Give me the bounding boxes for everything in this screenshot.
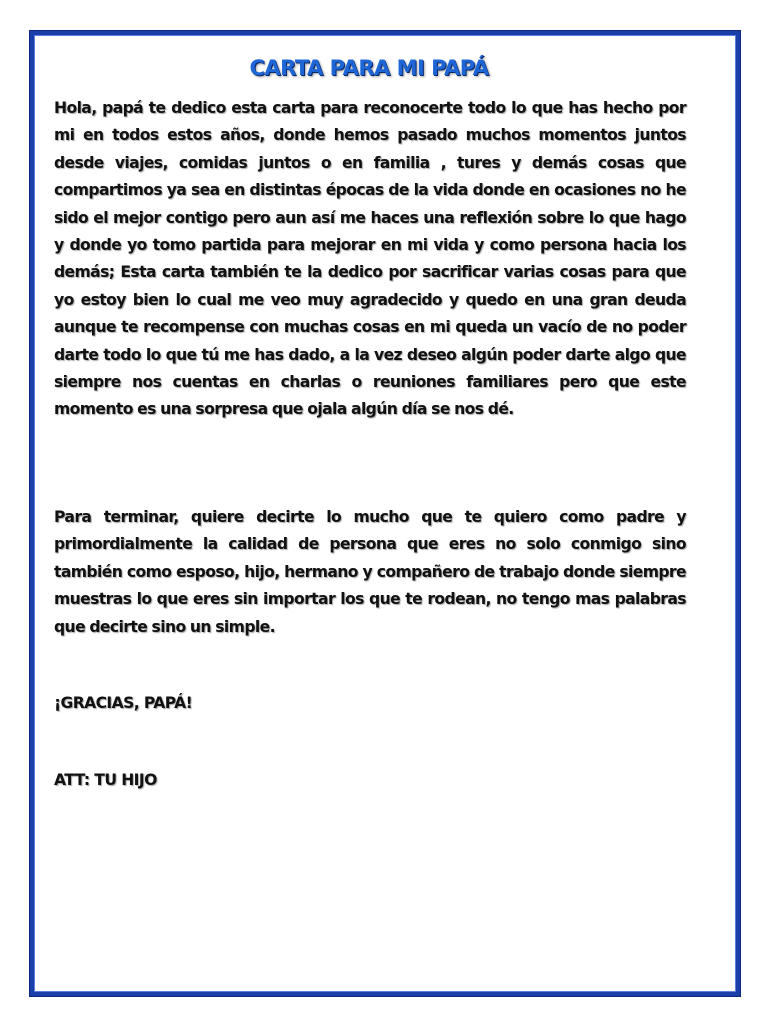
letter-signature: ATT: TU HIJO: [54, 771, 157, 789]
letter-paragraph-2: Para terminar, quiere decirte lo mucho que te quiero como padre y primordialmente la calidad de persona que eres no solo conmigo sino también como esposo, hijo, hermano y compañero de trabajo donde siempre muestras lo que eres sin importar los que te rodean, no tengo mas palabras que decirte sino un simple.: [54, 508, 686, 636]
letter-title: CARTA PARA MI PAPÁ: [249, 56, 489, 80]
letter-paragraph-1: Hola, papá te dedico esta carta para reconocerte todo lo que has hecho por mi en todos estos años, donde hemos pasado muchos momentos juntos desde viajes, comidas juntos o en familia , tures y demás cosas que compartimos ya sea en distintas épocas de la vida donde en ocasiones no he sido el mejor contigo pero aun así me haces una reflexión sobre lo que hago y donde yo tomo partida para mejorar en mi vida y como persona hacia los demás; Esta carta también te la dedico por sacrificar varias cosas para que yo estoy bien lo cual me veo muy agradecido y quedo en una gran deuda aunque te recompense con muchas cosas en mi queda un vacío de no poder darte todo lo que tú me has dado, a la vez deseo algún poder darte algo que siempre nos cuentas en charlas o reuniones familiares pero que este momento es una sorpresa que ojala algún día se nos dé.: [54, 99, 686, 419]
letter-thanks: ¡GRACIAS, PAPÁ!: [54, 694, 193, 712]
